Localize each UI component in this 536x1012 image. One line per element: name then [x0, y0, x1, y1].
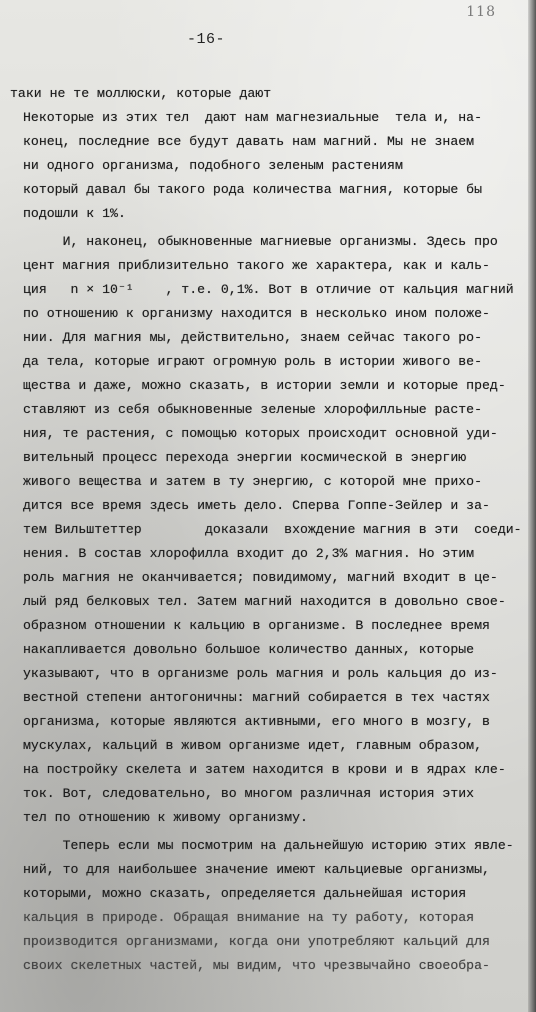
text-line: накапливается довольно большое количество данных, которые — [23, 642, 475, 657]
text-line: живого вещества и затем в ту энергию, с которой мне прихо- — [23, 474, 482, 489]
text-line: щества и даже, можно сказать, в истории земли и которые пред- — [23, 378, 506, 393]
text-line: ния, те растения, с помощью которых происходит основной уди- — [23, 426, 498, 441]
text-line: который давал бы такого рода количества магния, которые бы — [23, 182, 482, 197]
text-line: которыми, можно сказать, определяется дальнейшая история — [23, 886, 467, 901]
scan-edge-shadow — [528, 0, 536, 1012]
text-line: ний, то для наибольшее значение имеют кальциевые организмы, — [23, 862, 490, 877]
page-number: -16- — [187, 31, 226, 48]
text-line: тел по отношению к живому организму. — [23, 810, 308, 825]
text-line: по отношению к организму находится в несколько ином положе- — [23, 306, 490, 321]
text-line: роль магния не оканчивается; повидимому, магний входит в це- — [23, 570, 498, 585]
text-line: организма, которые являются активными, его много в мозгу, в — [23, 714, 490, 729]
text-line: вестной степени антогоничны: магний собирается в тех частях — [23, 690, 490, 705]
text-line: ни одного организма, подобного зеленым растениям — [23, 158, 403, 173]
text-line: нии. Для магния мы, действительно, знаем сейчас такого ро- — [23, 330, 482, 345]
text-line: кальция в природе. Обращая внимание на ту работу, которая — [23, 910, 475, 925]
text-line: ставляют из себя обыкновенные зеленые хлорофилльные расте- — [23, 402, 482, 417]
text-line: да тела, которые играют огромную роль в истории живого ве- — [23, 354, 482, 369]
text-line: производится организмами, когда они употребляют кальций для — [23, 934, 490, 949]
text-line: указывают, что в организме роль магния и роль кальция до из- — [23, 666, 498, 681]
text-line: Теперь если мы посмотрим на дальнейшую историю этих явле- — [23, 838, 514, 853]
text-line: таки не те моллюски, которые дают — [10, 86, 272, 101]
text-line: дится все время здесь иметь дело. Сперва Гоппе-Зейлер и за- — [23, 498, 490, 513]
text-line: Некоторые из этих тел дают нам магнезиальные тела и, на- — [23, 110, 482, 125]
text-line: лый ряд белковых тел. Затем магний находится в довольно свое- — [23, 594, 506, 609]
text-line: конец, последние все будут давать нам магний. Мы не знаем — [23, 134, 475, 149]
text-line: тем Вильштеттер доказали вхождение магния в эти соеди- — [23, 522, 522, 537]
text-line: образном отношении к кальцию в организме. В последнее время — [23, 618, 490, 633]
text-line: на постройку скелета и затем находится в крови и в ядрах кле- — [23, 762, 506, 777]
text-line: И, наконец, обыкновенные магниевые организмы. Здесь про — [23, 234, 498, 249]
archive-page-note: 118 — [466, 4, 496, 20]
text-line: нения. В состав хлорофилла входит до 2,3% магния. Но этим — [23, 546, 475, 561]
text-line: мускулах, кальций в живом организме идет, главным образом, — [23, 738, 482, 753]
text-line: подошли к 1%. — [23, 206, 126, 221]
text-line: своих скелетных частей, мы видим, что чрезвычайно своеобра- — [23, 958, 490, 973]
text-line: вительный процесс перехода энергии космической в энергию — [23, 450, 467, 465]
text-line: ток. Вот, следовательно, во многом различная история этих — [23, 786, 475, 801]
text-line: цент магния приблизительно такого же характера, как и каль- — [23, 258, 490, 273]
text-line: ция n × 10⁻¹ , т.е. 0,1%. Вот в отличие от кальция магний — [23, 282, 514, 297]
